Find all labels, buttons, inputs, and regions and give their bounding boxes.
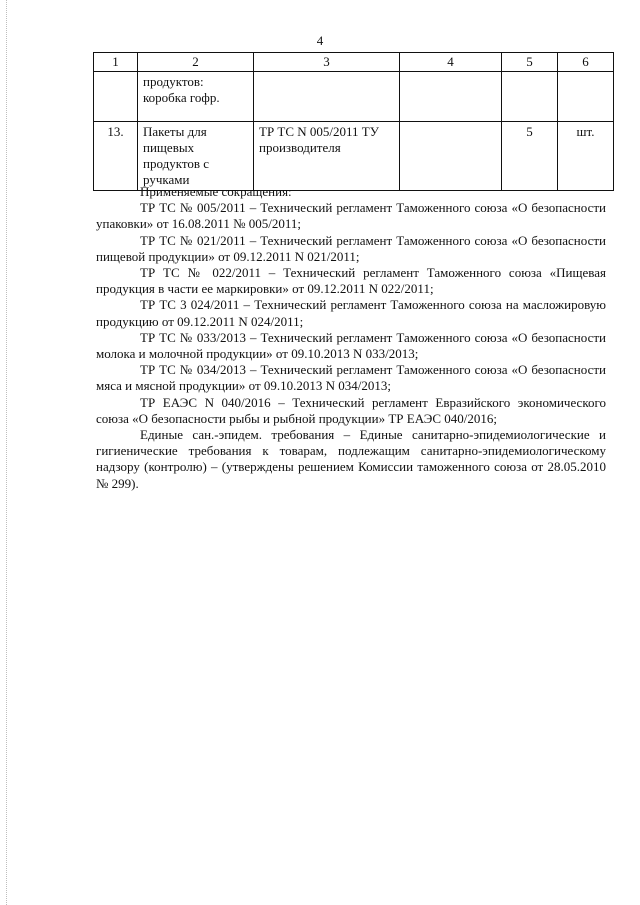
abbreviation-item: Единые сан.-эпидем. требования – Единые санитарно-эпидемиологические и гигиенические требования к товарам, подлежащим санитарно-эпидемиологическому надзору (контролю) – (утверждены решением Комиссии таможенного союза от 28.05.2010 № 299). (96, 427, 606, 491)
abbreviation-item: ТР ЕАЭС N 040/2016 – Технический регламент Евразийского экономического союза «О безопасности рыбы и рыбной продукции» ТР ЕАЭС 040/2016; (96, 394, 606, 426)
abbreviation-item: ТР ТС 3 024/2011 – Технический регламент Таможенного союза на масложировую продукцию от 09.12.2011 N 024/2011; (96, 297, 606, 329)
table-header-row (94, 53, 614, 72)
abbreviation-item: ТР ТС № 022/2011 – Технический регламент Таможенного союза «Пищевая продукция в части ее маркировки» от 09.12.2011 N 022/2011; (96, 265, 606, 297)
scan-edge-dots (6, 0, 8, 905)
unit-cell: шт. (558, 122, 614, 191)
column-4-cell (400, 72, 502, 122)
column-header: 5 (502, 53, 558, 72)
regulation-cell (254, 72, 400, 122)
column-header: 1 (94, 53, 138, 72)
table-row (94, 122, 614, 191)
table-row (94, 72, 614, 122)
column-header: 6 (558, 53, 614, 72)
column-header: 4 (400, 53, 502, 72)
quantity-cell (502, 72, 558, 122)
column-4-cell (400, 122, 502, 191)
abbreviation-item: ТР ТС № 021/2011 – Технический регламент Таможенного союза «О безопасности пищевой продукции» от 09.12.2011 N 021/2011; (96, 232, 606, 264)
row-number: 13. (94, 122, 138, 191)
product-name: продуктов: коробка гофр. (138, 72, 254, 122)
abbreviations-title: Применяемые сокращения: (140, 184, 292, 199)
column-header: 2 (138, 53, 254, 72)
page-number: 4 (316, 33, 324, 48)
unit-cell (558, 72, 614, 122)
quantity-cell: 5 (502, 122, 558, 191)
abbreviations-section (96, 184, 606, 492)
product-name: Пакеты для пищевых продуктов с ручками (138, 122, 254, 191)
products-table (93, 52, 614, 191)
row-number (94, 72, 138, 122)
abbreviation-item: ТР ТС № 005/2011 – Технический регламент Таможенного союза «О безопасности упаковки» от 16.08.2011 № 005/2011; (96, 200, 606, 232)
abbreviation-item: ТР ТС № 033/2013 – Технический регламент Таможенного союза «О безопасности молока и молочной продукции» от 09.10.2013 N 033/2013; (96, 329, 606, 362)
abbreviation-item: ТР ТС № 034/2013 – Технический регламент Таможенного союза «О безопасности мяса и мясной продукции» от 09.10.2013 N 034/2013; (96, 362, 606, 394)
column-header: 3 (254, 53, 400, 72)
regulation-cell: ТР ТС N 005/2011 ТУ производителя (254, 122, 400, 191)
